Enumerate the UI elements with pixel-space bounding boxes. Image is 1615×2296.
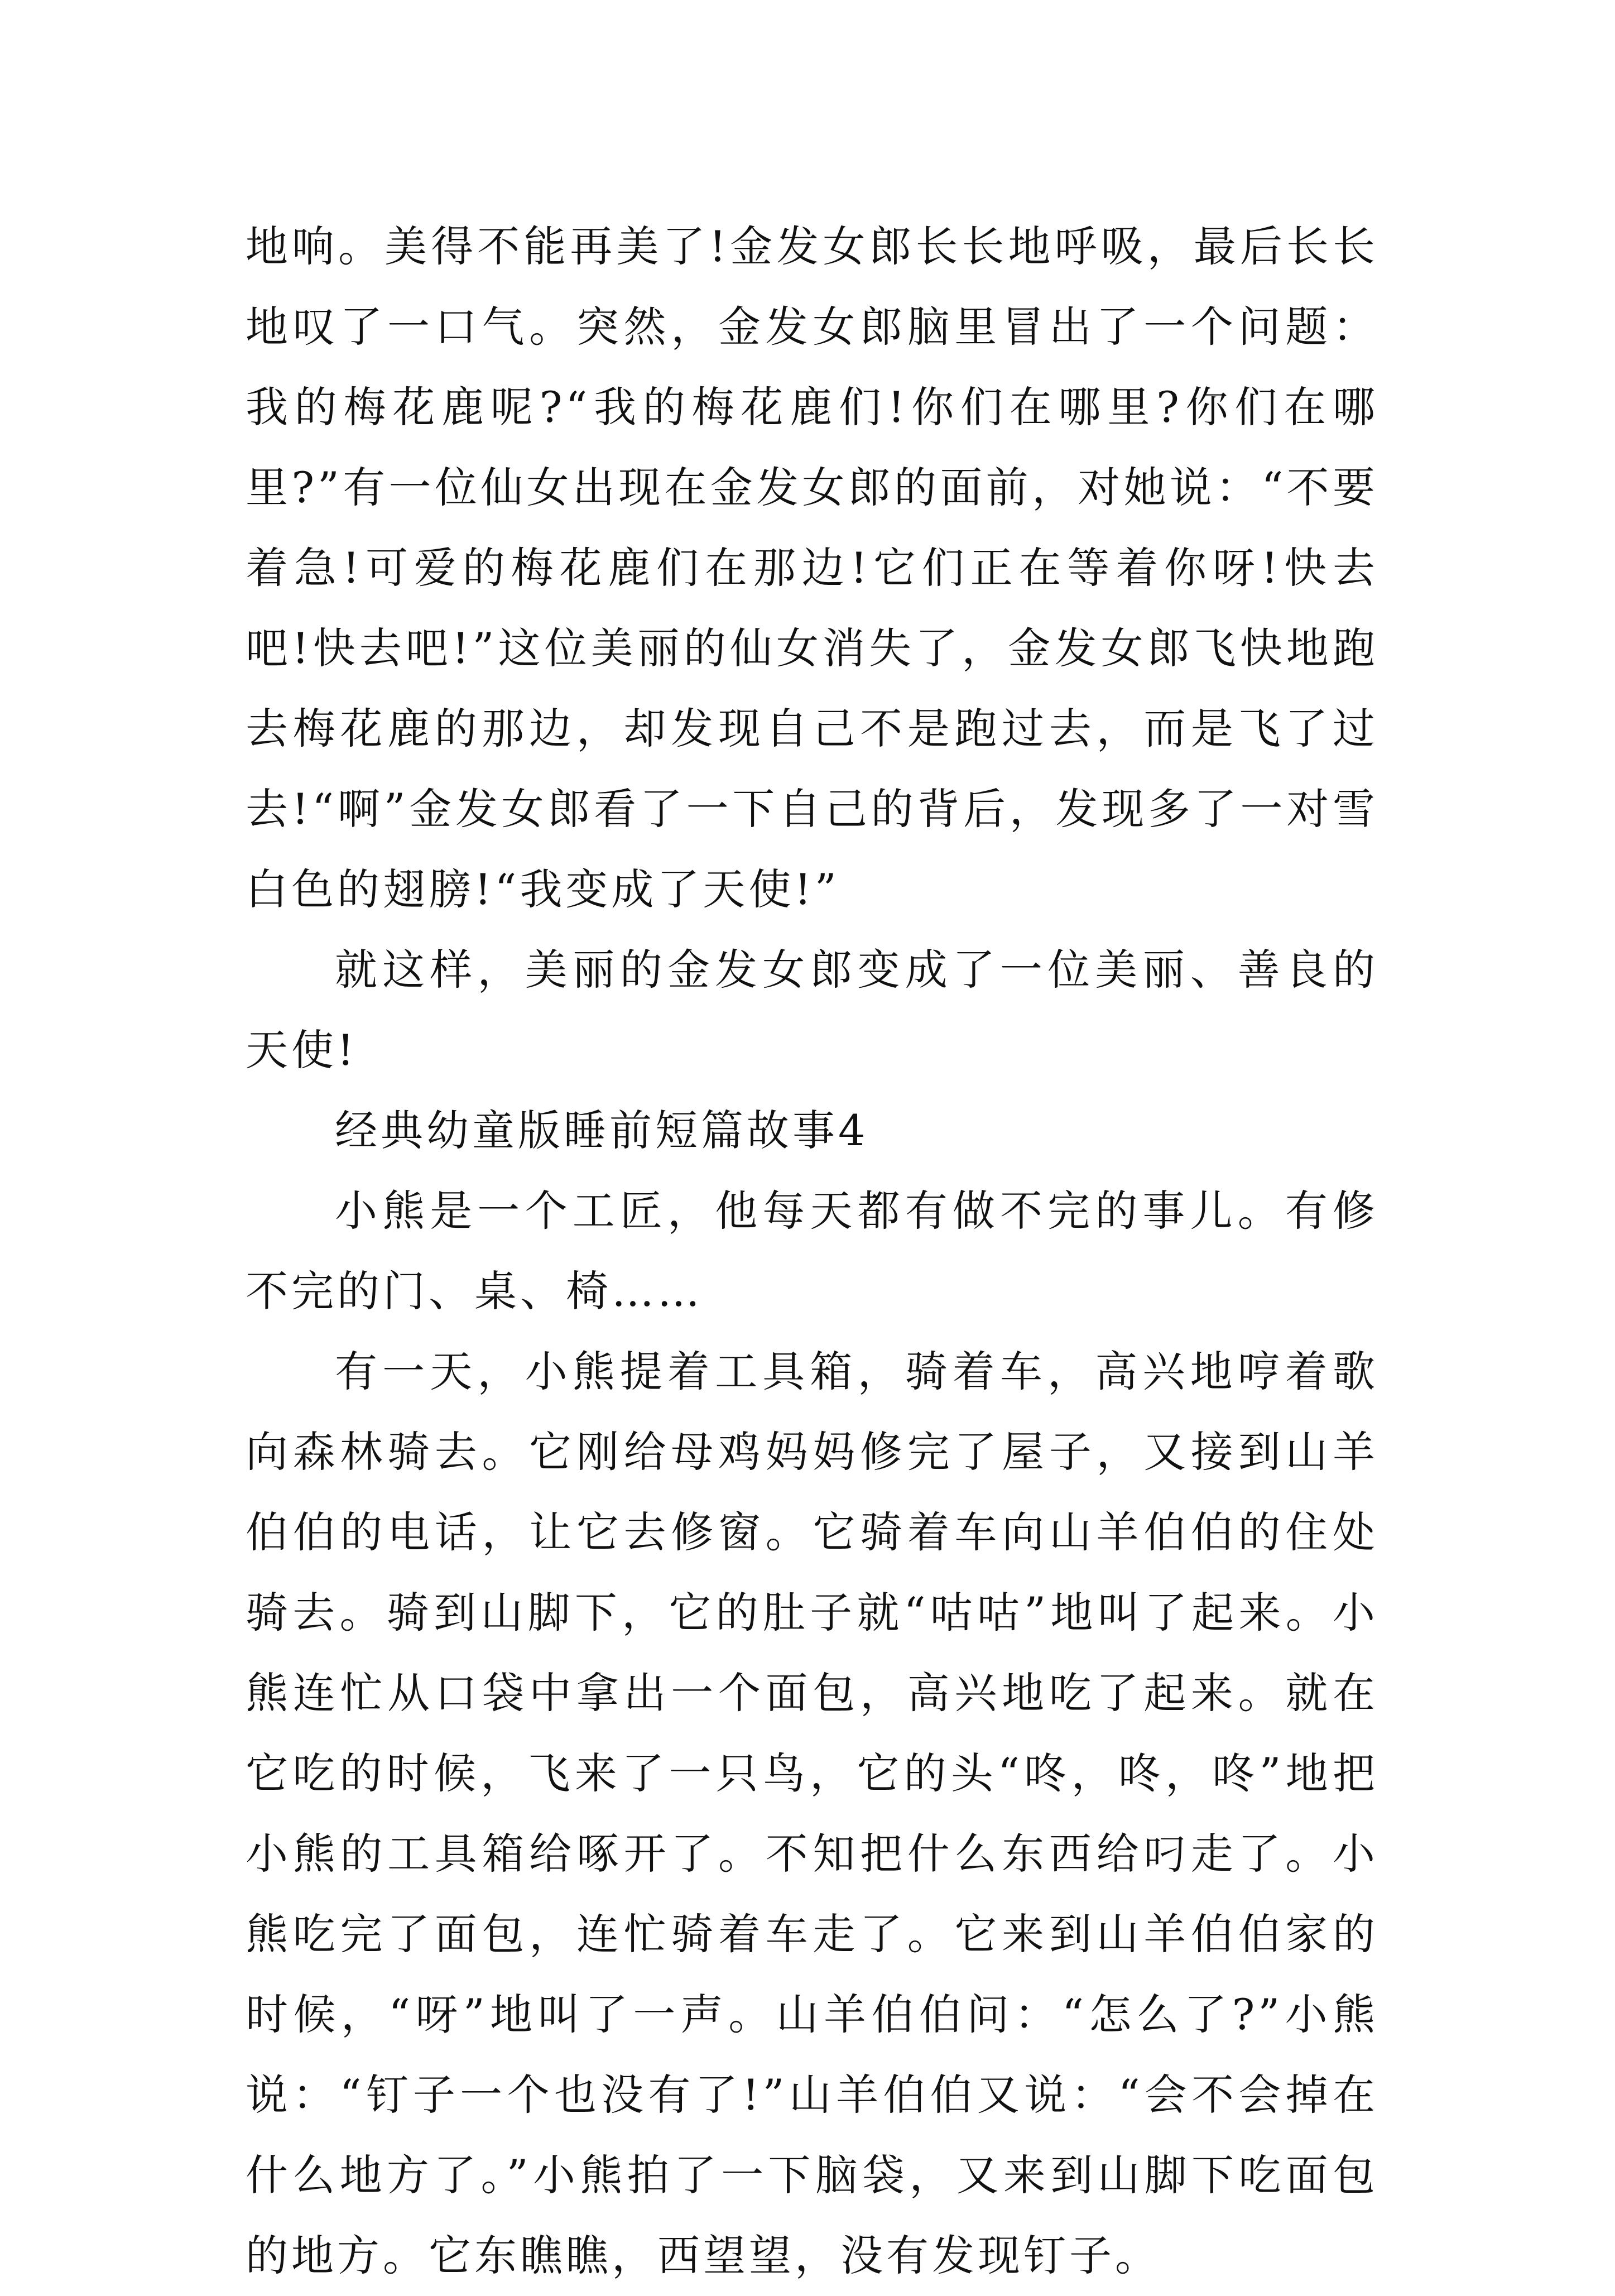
paragraph-ending: 就这样，美丽的金发女郎变成了一位美丽、善良的天使!	[246, 945, 1378, 1075]
story-title: 经典幼童版睡前短篇故事4	[335, 1106, 869, 1155]
body-text	[246, 206, 1378, 2296]
paragraph-bear-intro: 小熊是一个工匠，他每天都有做不完的事儿。有修不完的门、桌、椅……	[246, 1186, 1378, 1316]
paragraph-bear-story: 有一天，小熊提着工具箱，骑着车，高兴地哼着歌向森林骑去。它刚给母鸡妈妈修完了屋子，又接到山羊伯伯的电话，让它去修窗。它骑着车向山羊伯伯的住处骑去。骑到山脚下，它的肚子就“咕咕”地叫了起来。小熊连忙从口袋中拿出一个面包，高兴地吃了起来。就在它吃的时候，飞来了一只鸟，它的头“咚，咚，咚”地把小熊的工具箱给啄开了。不知把什么东西给叼走了。小熊吃完了面包，连忙骑着车走了。它来到山羊伯伯家的时候，“呀”地叫了一声。山羊伯伯问：“怎么了?”小熊说：“钉子一个也没有了!”山羊伯伯又说：“会不会掉在什么地方了。”小熊拍了一下脑袋，又来到山脚下吃面包的地方。它东瞧瞧，西望望，没有发现钉子。	[246, 1347, 1378, 2280]
paragraph-continuation: 地响。美得不能再美了!金发女郎长长地呼吸，最后长长地叹了一口气。突然，金发女郎脑里冒出了一个问题：我的梅花鹿呢?“我的梅花鹿们!你们在哪里?你们在哪里?”有一位仙女出现在金发女郎的面前，对她说：“不要着急!可爱的梅花鹿们在那边!它们正在等着你呀!快去吧!快去吧!”这位美丽的仙女消失了，金发女郎飞快地跑去梅花鹿的那边，却发现自己不是跑过去，而是飞了过去!“啊”金发女郎看了一下自己的背后，发现多了一对雪白色的翅膀!“我变成了天使!”	[246, 222, 1378, 914]
